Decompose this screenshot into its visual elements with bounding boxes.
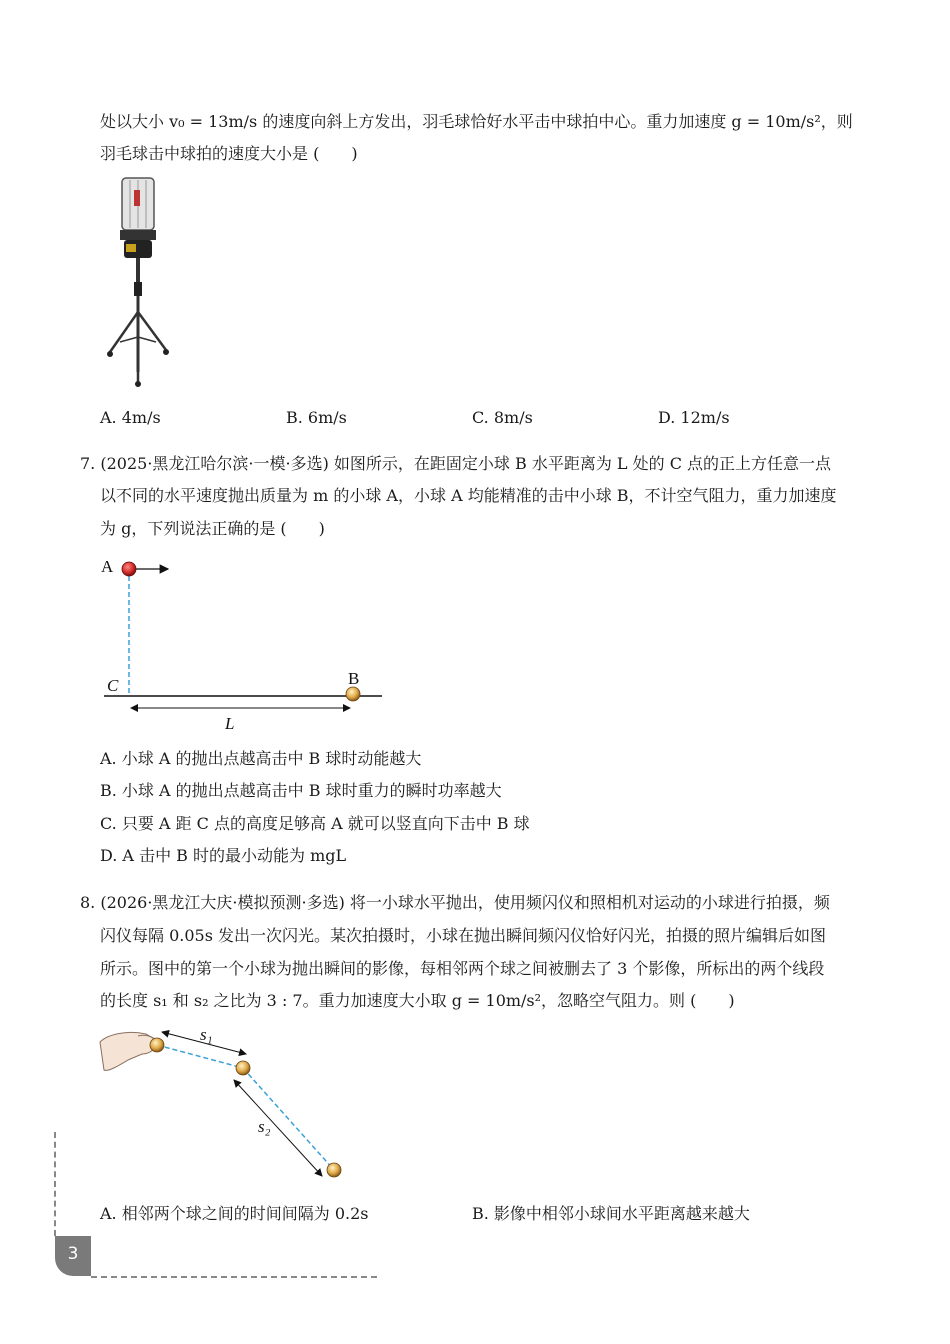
q7-text-line3: 为 g，下列说法正确的是 ( ) bbox=[100, 519, 325, 538]
label-l: L bbox=[225, 714, 235, 733]
q7-figure bbox=[98, 552, 388, 736]
q8-text-line4: 的长度 s₁ 和 s₂ 之比为 3 : 7。重力加速度大小取 g = 10m/s²，忽略空气阻力。则 ( ) bbox=[100, 991, 735, 1010]
q7-text-line2: 以不同的水平速度抛出质量为 m 的小球 A，小球 A 均能精准的击中小球 B，不计空气阻力，重力加速度 bbox=[100, 486, 837, 505]
label-a: A bbox=[101, 557, 114, 576]
q6-option-c: C. 8m/s bbox=[472, 408, 533, 427]
page-number: 3 bbox=[67, 1244, 79, 1264]
q8-text-line2: 闪仪每隔 0.05s 发出一次闪光。某次拍摄时，小球在抛出瞬间频闪仪恰好闪光，拍摄的照片编辑后如图 bbox=[100, 926, 827, 945]
q6-option-d: D. 12m/s bbox=[658, 408, 730, 427]
page-border-vertical bbox=[54, 1132, 56, 1236]
hand-icon bbox=[100, 1032, 156, 1070]
page-border-horizontal bbox=[91, 1276, 377, 1278]
q7-option-d: D. A 击中 B 时的最小动能为 mgL bbox=[100, 846, 347, 865]
label-s1: s₁ bbox=[200, 1025, 213, 1044]
label-b: B bbox=[348, 669, 360, 688]
q7-option-b: B. 小球 A 的抛出点越高击中 B 球时重力的瞬时功率越大 bbox=[100, 781, 502, 800]
q6-option-a: A. 4m/s bbox=[100, 408, 161, 427]
label-c: C bbox=[107, 676, 119, 695]
q8-text-line1: 8. (2026·黑龙江大庆·模拟预测·多选) 将一小球水平抛出，使用频闪仪和照相机对运动的小球进行拍摄，频 bbox=[80, 893, 830, 912]
q7-option-c: C. 只要 A 距 C 点的高度足够高 A 就可以竖直向下击中 B 球 bbox=[100, 814, 530, 833]
q6-option-b: B. 6m/s bbox=[286, 408, 347, 427]
q8-option-a: A. 相邻两个球之间的时间间隔为 0.2s bbox=[100, 1204, 369, 1223]
q6-text-line1: 处以大小 v₀ = 13m/s 的速度向斜上方发出，羽毛球恰好水平击中球拍中心。重力加速度 g = 10m/s²，则 bbox=[100, 112, 853, 131]
q8-figure bbox=[98, 1020, 358, 1190]
shuttlecock-machine-figure bbox=[100, 172, 180, 394]
q7-option-a: A. 小球 A 的抛出点越高击中 B 球时动能越大 bbox=[100, 749, 422, 768]
q8-text-line3: 所示。图中的第一个小球为抛出瞬间的影像，每相邻两个球之间被删去了 3 个影像，所标出的两个线段 bbox=[100, 959, 825, 978]
q8-option-b: B. 影像中相邻小球间水平距离越来越大 bbox=[472, 1204, 750, 1223]
q7-text-line1: 7. (2025·黑龙江哈尔滨·一模·多选) 如图所示，在距固定小球 B 水平距离为 L 处的 C 点的正上方任意一点 bbox=[80, 454, 832, 473]
label-s2: s₂ bbox=[258, 1117, 271, 1136]
q6-text-line2: 羽毛球击中球拍的速度大小是 ( ) bbox=[100, 144, 358, 163]
